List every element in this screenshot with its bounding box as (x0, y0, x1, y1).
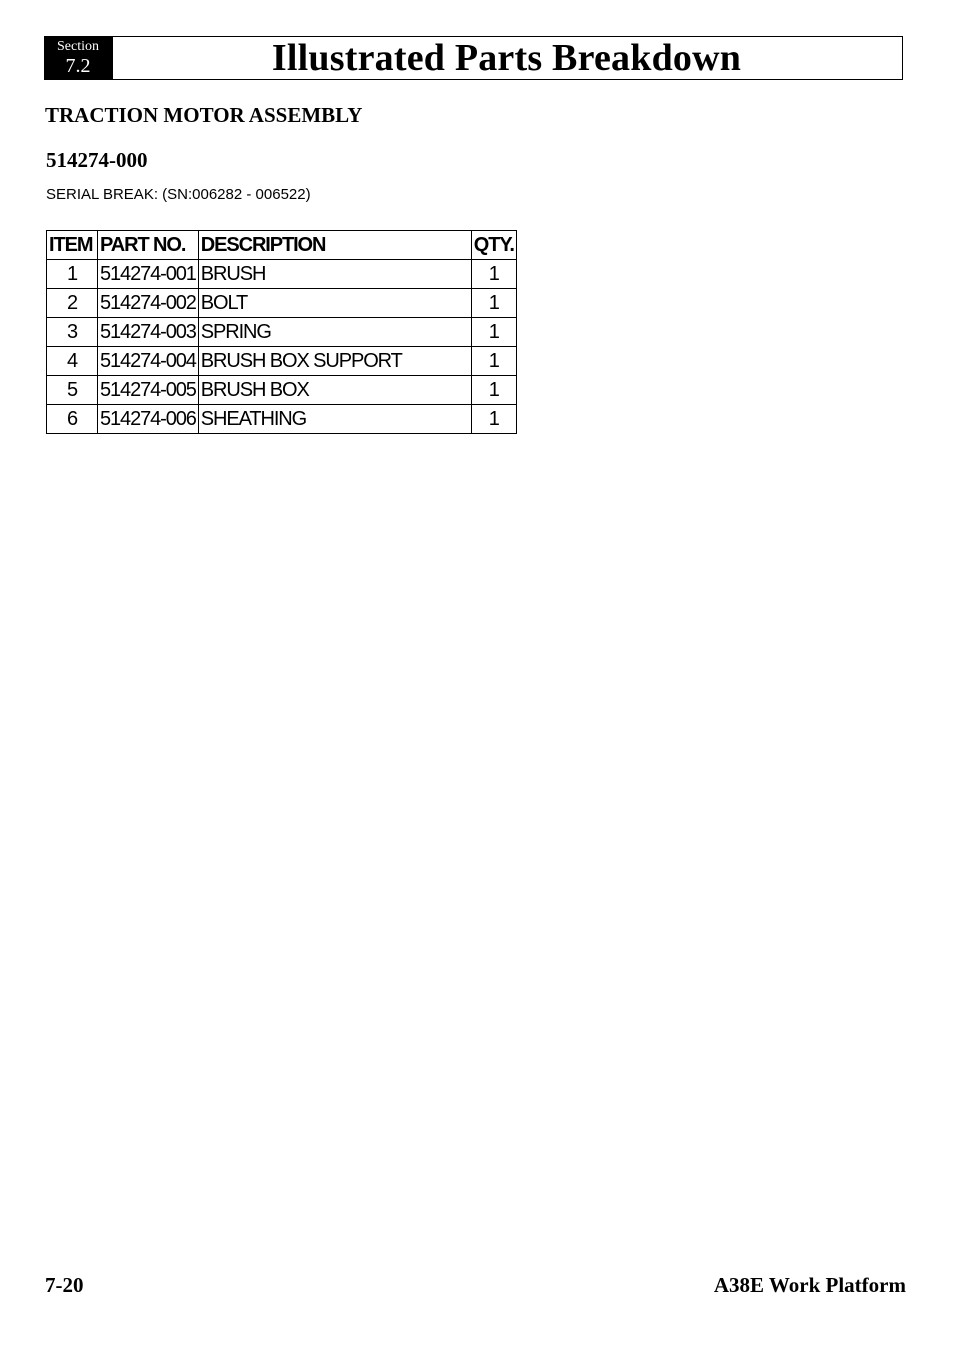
part-no-cell: 514274-002 (98, 289, 199, 318)
table-row (47, 289, 517, 318)
table-row (47, 260, 517, 289)
assembly-number: 514274-000 (46, 148, 148, 172)
description-cell: BRUSH BOX SUPPORT (198, 347, 471, 376)
description-cell: BOLT (198, 289, 471, 318)
item-cell: 6 (47, 405, 98, 434)
page-header (44, 36, 903, 80)
product-name: A38E Work Platform (713, 1273, 906, 1297)
qty-cell: 1 (471, 260, 516, 289)
table-header-row (47, 231, 517, 260)
part-no-cell: 514274-005 (98, 376, 199, 405)
item-cell: 2 (47, 289, 98, 318)
serial-break: SERIAL BREAK: (SN:006282 - 006522) (46, 186, 311, 203)
part-no-cell: 514274-004 (98, 347, 199, 376)
section-number: 7.2 (65, 55, 91, 77)
description-cell: BRUSH BOX (198, 376, 471, 405)
section-badge (45, 37, 113, 79)
description-cell: SHEATHING (198, 405, 471, 434)
section-label: Section (57, 39, 99, 54)
table-row (47, 347, 517, 376)
table-row (47, 376, 517, 405)
qty-cell: 1 (471, 318, 516, 347)
table-row (47, 405, 517, 434)
table-row (47, 318, 517, 347)
qty-cell: 1 (471, 376, 516, 405)
item-cell: 1 (47, 260, 98, 289)
assembly-title: TRACTION MOTOR ASSEMBLY (45, 103, 363, 127)
description-cell: BRUSH (198, 260, 471, 289)
qty-cell: 1 (471, 405, 516, 434)
item-cell: 5 (47, 376, 98, 405)
column-header-part-no: PART NO. (98, 231, 199, 260)
qty-cell: 1 (471, 289, 516, 318)
part-no-cell: 514274-006 (98, 405, 199, 434)
qty-cell: 1 (471, 347, 516, 376)
description-cell: SPRING (198, 318, 471, 347)
parts-table (46, 230, 517, 434)
item-cell: 3 (47, 318, 98, 347)
page-title: Illustrated Parts Breakdown (271, 37, 742, 79)
column-header-qty: QTY. (471, 231, 516, 260)
page-number: 7-20 (45, 1273, 84, 1297)
part-no-cell: 514274-001 (98, 260, 199, 289)
item-cell: 4 (47, 347, 98, 376)
part-no-cell: 514274-003 (98, 318, 199, 347)
column-header-item: ITEM (47, 231, 98, 260)
column-header-description: DESCRIPTION (198, 231, 471, 260)
